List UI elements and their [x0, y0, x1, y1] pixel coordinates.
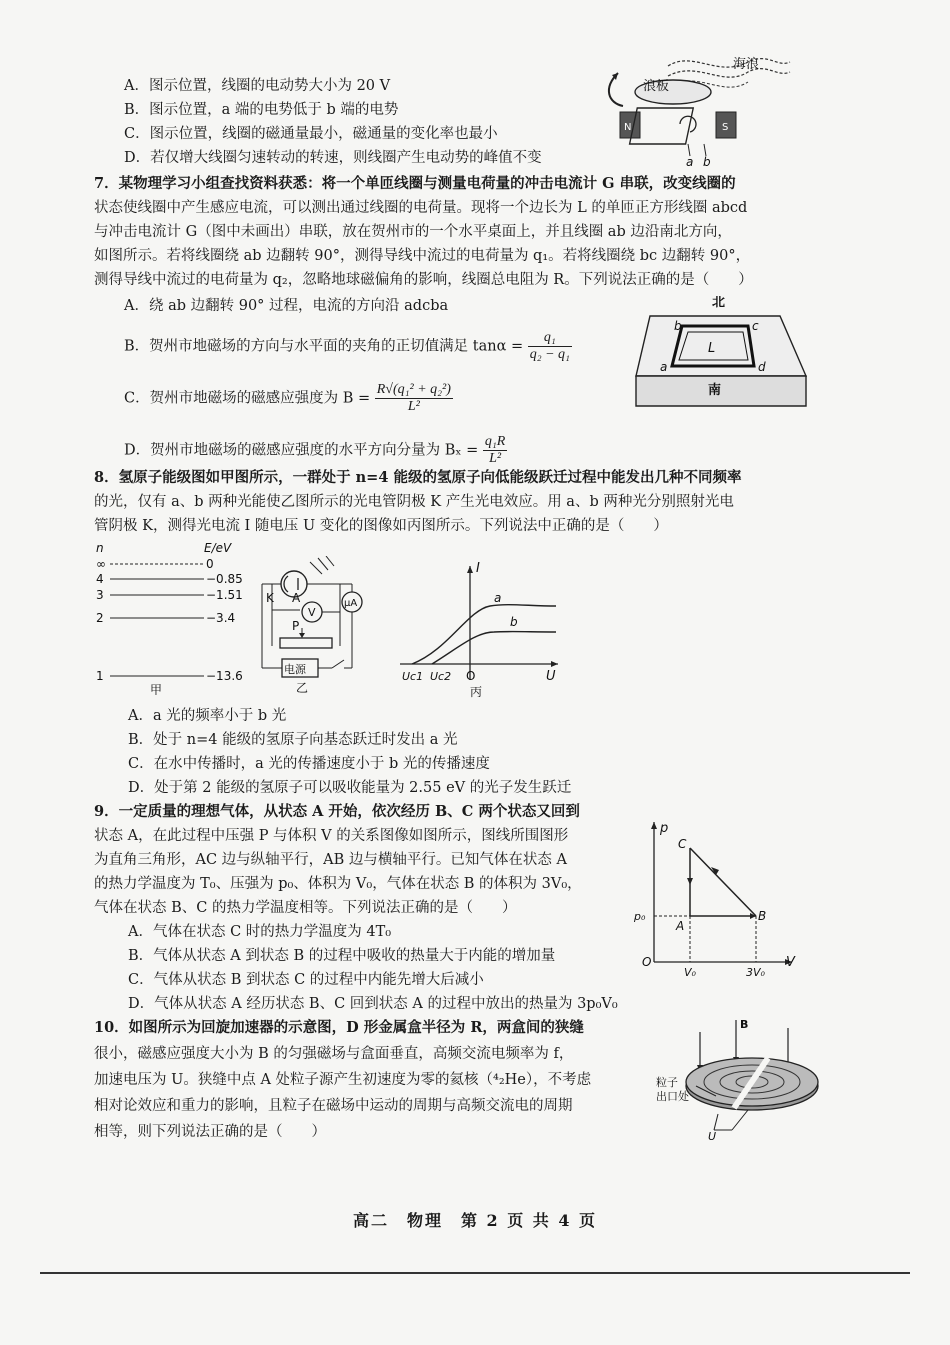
level-e: −1.51	[206, 588, 243, 602]
q8-option-a: A．a 光的频率小于 b 光	[128, 708, 287, 724]
q8-curve-b-label: b	[510, 615, 518, 629]
q9-stem-line: 为直角三角形，AC 边与纵轴平行，AB 边与横轴平行。已知气体在状态 A	[94, 852, 567, 868]
q9-v0-label: V₀	[684, 966, 696, 976]
q9-option-c: C．气体从状态 B 到状态 C 的过程中内能先增大后减小	[128, 972, 484, 988]
q7-stem-line: 7．某物理学习小组查找资料获悉：将一个单匝线圈与测量电荷量的冲击电流计 G 串联，改变线圈的	[94, 175, 736, 192]
q6-option-b: B．图示位置，a 端的电势低于 b 端的电势	[124, 102, 399, 118]
q8-option-b: B．处于 n=4 能级的氢原子向基态跃迁时发出 a 光	[128, 732, 458, 748]
level-n: ∞	[96, 557, 106, 571]
q7-option-d-fraction	[483, 434, 507, 467]
q7-l-label: L	[708, 341, 716, 356]
q9-option-b: B．气体从状态 A 到状态 B 的过程中吸收的热量大于内能的增加量	[128, 948, 556, 964]
q7-option-b-text: B．贺州市地磁场的方向与水平面的夹角的正切值满足 tanα =	[124, 338, 524, 355]
q8-stem-line: 管阴极 K，测得光电流 I 随电压 U 变化的图像如丙图所示。下列说法中正确的是（ ）	[94, 518, 668, 534]
level-e: −13.6	[206, 669, 243, 683]
q8-energy-level-figure	[92, 540, 252, 695]
q6-n-label: N	[624, 122, 632, 133]
q6-option-c: C．图示位置，线圈的磁通量最小，磁通量的变化率也最小	[124, 126, 498, 142]
q6-generator-figure	[598, 48, 798, 170]
q9-a-label: A	[676, 919, 685, 933]
q6-option-a: A．图示位置，线圈的电动势大小为 20 V	[124, 78, 391, 94]
q8-uc2-label: Uc2	[430, 670, 452, 683]
q7-stem-line: 状态使线圈中产生感应电流，可以测出通过线圈的电荷量。现将一个边长为 L 的单匝正方形线圈 abcd	[94, 200, 748, 216]
q7-c-label: c	[752, 319, 759, 333]
q8-iu-figure	[398, 560, 568, 700]
q9-3v0-label: 3V₀	[746, 966, 765, 976]
q8-bing-caption: 丙	[470, 685, 483, 699]
q7-option-a: A．绕 ab 边翻转 90° 过程，电流的方向沿 adcba	[124, 298, 449, 314]
q7-south-label: 南	[708, 383, 722, 398]
q7-option-c	[124, 382, 453, 415]
frac-den: q₂ − q₁	[529, 347, 570, 362]
q10-stem-line: 相对论效应和重力的影响，且粒子在磁场中运动的周期与高频交流电的周期	[94, 1098, 573, 1114]
q9-option-d: D．气体从状态 A 经历状态 B、C 回到状态 A 的过程中放出的热量为 3p₀V₀	[128, 996, 618, 1012]
q8-ammeter-label: μA	[344, 598, 358, 609]
q9-stem-line: 气体在状态 B、C 的热力学温度相等。下列说法正确的是（ ）	[94, 900, 517, 916]
q10-stem-line: 相等，则下列说法正确的是（ ）	[94, 1124, 326, 1140]
q10-stem-line: 很小，磁感应强度大小为 B 的匀强磁场与盒面垂直，高频交流电频率为 f，	[94, 1046, 574, 1062]
level-n: 3	[96, 588, 104, 602]
q8-u-axis-label: U	[546, 669, 556, 684]
q8-circuit-figure	[252, 556, 382, 696]
page-footer: 高二 物理 第 2 页 共 4 页	[352, 1211, 598, 1230]
q7-stem-line: 如图所示。若将线圈绕 ab 边翻转 90°，测得导线中流过的电荷量为 q₁。若将线圈绕 bc 边翻转 90°，	[94, 248, 751, 264]
q9-option-a: A．气体在状态 C 时的热力学温度为 4T₀	[128, 924, 392, 940]
q8-i-axis-label: I	[476, 561, 480, 576]
q9-stem-line: 9．一定质量的理想气体，从状态 A 开始，依次经历 B、C 两个状态又回到	[94, 803, 580, 820]
q10-cyclotron-figure	[656, 1014, 826, 1140]
q7-option-b	[124, 330, 572, 363]
q8-a-label: A	[292, 591, 301, 605]
frac-den: L²	[489, 451, 502, 466]
q7-b-label: b	[674, 319, 682, 333]
q7-option-c-text: C．贺州市地磁场的磁感应强度为 B =	[124, 390, 371, 407]
frac-num: R√(q₁² + q₂²)	[376, 382, 451, 397]
bottom-rule	[40, 1272, 910, 1274]
q8-n-axis-label: n	[96, 541, 104, 555]
frac-num: q₁	[528, 330, 572, 347]
q7-a-label: a	[660, 360, 668, 374]
q7-option-d	[124, 434, 507, 467]
q10-b-label: B	[740, 1018, 749, 1031]
q9-stem-line: 状态 A，在此过程中压强 P 与体积 V 的关系图像如图所示，图线所围图形	[94, 828, 569, 844]
q7-stem-line: 测得导线中流过的电荷量为 q₂，忽略地球磁偏角的影响，线圈总电阻为 R。下列说法正确的是（ ）	[94, 272, 753, 288]
frac-num: q₁R	[484, 434, 506, 449]
q9-stem-line: 的热力学温度为 T₀、压强为 p₀、体积为 V₀，气体在状态 B 的体积为 3V₀，	[94, 876, 582, 892]
q8-p-label: P	[292, 619, 300, 633]
q6-option-d: D．若仅增大线圈匀速转动的转速，则线圈产生电动势的峰值不变	[124, 150, 542, 166]
q6-b-label: b	[703, 155, 711, 169]
q8-uc1-label: Uc1	[402, 670, 424, 683]
q9-origin-label: O	[642, 955, 652, 969]
q6-plate-label: 浪板	[643, 79, 670, 94]
q8-curve-a	[412, 605, 556, 664]
q9-v-axis-label: V	[786, 955, 795, 970]
level-e: −0.85	[206, 572, 243, 586]
q8-option-c: C．在水中传播时，a 光的传播速度小于 b 光的传播速度	[128, 756, 490, 772]
level-n: 1	[96, 669, 104, 683]
q8-k-label: K	[266, 591, 274, 605]
q9-pv-figure	[632, 816, 802, 976]
q7-d-label: d	[758, 360, 766, 374]
level-e: 0	[206, 557, 214, 571]
q8-ev-axis-label: E/eV	[204, 541, 232, 555]
q7-stem-line: 与冲击电流计 G（图中未画出）串联，放在贺州市的一个水平桌面上，并且线圈 ab 边沿南北方向，	[94, 224, 732, 240]
q10-stem-line: 10．如图所示为回旋加速器的示意图，D 形金属盒半径为 R，两盒间的狭缝	[94, 1019, 584, 1036]
q8-option-d: D．处于第 2 能级的氢原子可以吸收能量为 2.55 eV 的光子发生跃迁	[128, 780, 572, 796]
q8-yi-caption: 乙	[296, 681, 309, 695]
q9-c-label: C	[678, 837, 687, 851]
level-e: −3.4	[206, 611, 236, 625]
q9-p0-label: p₀	[634, 910, 646, 923]
q6-s-label: S	[722, 122, 729, 133]
q9-b-label: B	[758, 909, 767, 923]
q8-origin-label: O	[466, 669, 476, 683]
q10-exit-label-2: 出口处	[656, 1090, 689, 1103]
q8-stem-line: 的光，仅有 a、b 两种光能使乙图所示的光电管阴极 K 产生光电效应。用 a、b 两种光分别照射光电	[94, 494, 734, 510]
q8-curve-a-label: a	[494, 591, 502, 605]
q9-edge-bc	[690, 848, 756, 916]
q9-p-axis-label: p	[660, 821, 669, 836]
q10-exit-label: 粒子	[656, 1076, 678, 1089]
q6-wave-label: 海浪	[733, 57, 760, 72]
q8-stem-line: 8．氢原子能级图如甲图所示，一群处于 n=4 能级的氢原子向低能级跃迁过程中能发出几种不同频率	[94, 469, 742, 486]
q8-voltmeter-label: V	[308, 606, 316, 619]
q7-north-label: 北	[712, 296, 726, 310]
q8-jia-caption: 甲	[150, 683, 163, 695]
q7-option-b-fraction	[528, 330, 572, 363]
level-n: 2	[96, 611, 104, 625]
q7-option-d-text: D．贺州市地磁场的磁感应强度的水平方向分量为 Bₓ =	[124, 442, 479, 459]
q7-option-c-fraction	[375, 382, 453, 415]
q6-a-label: a	[686, 155, 694, 169]
q10-stem-line: 加速电压为 U。狭缝中点 A 处粒子源产生初速度为零的氦核（⁴₂He），不考虑	[94, 1072, 592, 1088]
level-n: 4	[96, 572, 104, 586]
frac-den: L²	[407, 399, 420, 414]
q7-coil-figure	[630, 296, 810, 411]
q8-power-label: 电源	[284, 663, 306, 676]
q10-u-label: U	[708, 1130, 717, 1140]
